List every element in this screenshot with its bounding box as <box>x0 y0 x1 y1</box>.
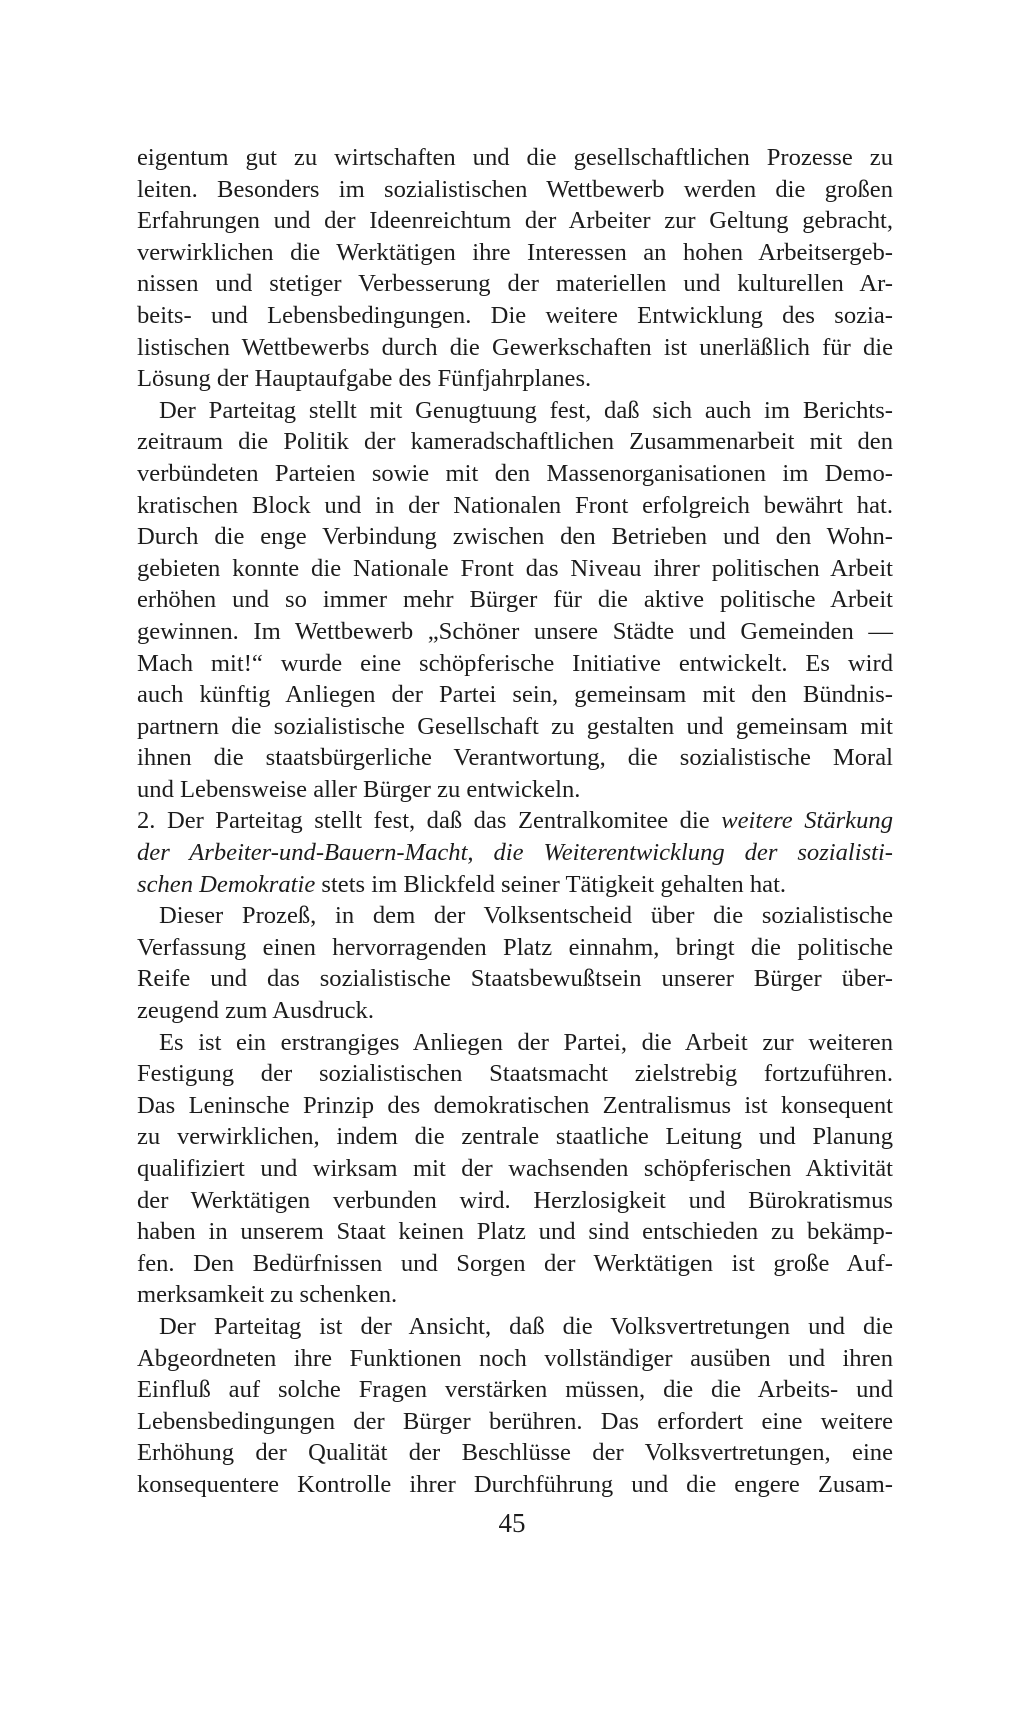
text-line: Festigung der sozialistischen Staatsmacht zielstrebig fortzuführen. <box>137 1060 893 1088</box>
text-line: konsequentere Kontrolle ihrer Durchführung und die engere Zusam- <box>137 1470 893 1498</box>
italic-phrase: schen Demokratie <box>137 870 316 898</box>
text-line: nissen und stetiger Verbesserung der materiellen und kulturellen Ar- <box>137 270 893 298</box>
text-line: ihnen die staatsbürgerliche Verantwortung, die sozialistische Moral <box>137 744 893 772</box>
text-line: beits- und Lebensbedingungen. Die weitere Entwicklung des sozia- <box>137 301 893 329</box>
text-line: Verfassung einen hervorragenden Platz einnahm, bringt die politische <box>137 933 893 961</box>
text-line: zu verwirklichen, indem die zentrale staatliche Leitung und Planung <box>137 1123 893 1151</box>
text-line: erhöhen und so immer mehr Bürger für die aktive politische Arbeit <box>137 586 893 614</box>
text-line: Der Parteitag stellt mit Genugtuung fest, daß sich auch im Berichts- <box>159 396 893 424</box>
text-line: Erhöhung der Qualität der Beschlüsse der Volksvertretungen, eine <box>137 1439 893 1467</box>
page-number: 45 <box>498 1508 526 1538</box>
text-line: zeugend zum Ausdruck. <box>137 997 374 1025</box>
text-line: Mach mit!“ wurde eine schöpferische Initiative entwickelt. Es wird <box>137 649 893 677</box>
text-line: leiten. Besonders im sozialistischen Wettbewerb werden die großen <box>137 175 893 203</box>
text-line: fen. Den Bedürfnissen und Sorgen der Werktätigen ist große Auf- <box>137 1249 893 1277</box>
text-line: auch künftig Anliegen der Partei sein, gemeinsam mit den Bündnis- <box>137 681 893 709</box>
italic-phrase: der Arbeiter-und-Bauern-Macht, die Weiterentwicklung der sozialisti- <box>137 839 893 867</box>
text-line: qualifiziert und wirksam mit der wachsenden schöpferischen Aktivität <box>137 1155 893 1182</box>
text-line: eigentum gut zu wirtschaften und die gesellschaftlichen Prozesse zu <box>137 144 893 171</box>
section-2-tail: stets im Blickfeld seiner Tätigkeit gehalten hat. <box>315 870 787 898</box>
text-line: der Werktätigen verbunden wird. Herzlosigkeit und Bürokratismus <box>137 1186 893 1214</box>
text-line: Erfahrungen und der Ideenreichtum der Arbeiter zur Geltung gebracht, <box>137 207 893 235</box>
text-line: haben in unserem Staat keinen Platz und sind entschieden zu bekämp- <box>137 1218 893 1246</box>
text-line: Der Parteitag ist der Ansicht, daß die Volksvertretungen und die <box>159 1312 893 1340</box>
text-line: Abgeordneten ihre Funktionen noch vollständiger ausüben und ihren <box>137 1344 893 1372</box>
section-2-lead: 2. Der Parteitag stellt fest, daß das Zentralkomitee die <box>137 807 722 835</box>
text-line: merksamkeit zu schenken. <box>137 1281 398 1309</box>
text-line <box>137 805 893 837</box>
text-line: Durch die enge Verbindung zwischen den Betrieben und den Wohn- <box>137 523 893 551</box>
text-line: listischen Wettbewerbs durch die Gewerkschaften ist unerläßlich für die <box>137 333 893 361</box>
text-line: partnern die sozialistische Gesellschaft zu gestalten und gemeinsam mit <box>137 712 893 740</box>
text-line: gewinnen. Im Wettbewerb „Schöner unsere Städte und Gemeinden — <box>137 617 893 645</box>
text-line: Einfluß auf solche Fragen verstärken müssen, die die Arbeits- und <box>137 1376 893 1404</box>
body-text <box>137 142 893 1501</box>
text-line: gebieten konnte die Nationale Front das Niveau ihrer politischen Arbeit <box>137 554 893 582</box>
text-line: Dieser Prozeß, in dem der Volksentscheid über die sozialistische <box>159 902 893 930</box>
italic-phrase: weitere Stärkung <box>721 807 893 835</box>
text-line: kratischen Block und in der Nationalen Front erfolgreich bewährt hat. <box>137 491 893 519</box>
text-line <box>137 869 893 901</box>
text-line: Lösung der Hauptaufgabe des Fünfjahrplanes. <box>137 365 592 393</box>
text-line: Lebensbedingungen der Bürger berühren. Das erfordert eine weitere <box>137 1407 893 1435</box>
text-line: Das Leninsche Prinzip des demokratischen Zentralismus ist konsequent <box>137 1091 893 1119</box>
text-line: verwirklichen die Werktätigen ihre Interessen an hohen Arbeitsergeb- <box>137 238 893 266</box>
text-line: verbündeten Parteien sowie mit den Massenorganisationen im Demo- <box>137 459 893 487</box>
text-line: zeitraum die Politik der kameradschaftlichen Zusammenarbeit mit den <box>137 428 893 456</box>
text-line: Reife und das sozialistische Staatsbewußtsein unserer Bürger über- <box>137 965 893 993</box>
text-line: und Lebensweise aller Bürger zu entwickeln. <box>137 775 581 803</box>
text-line: Es ist ein erstrangiges Anliegen der Partei, die Arbeit zur weiteren <box>159 1028 893 1056</box>
